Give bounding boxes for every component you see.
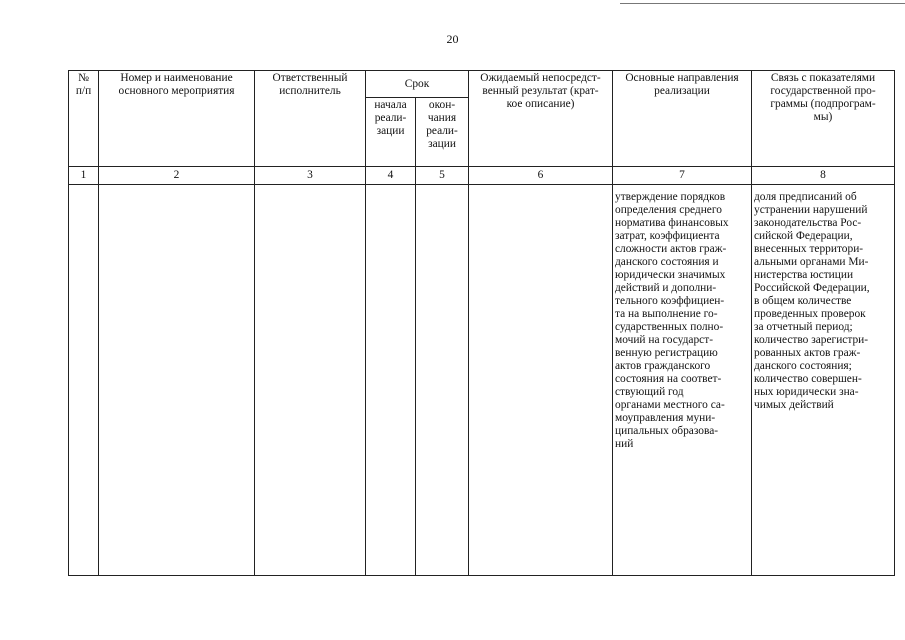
cell-indicators-text: доля предписаний об устранении нарушений законодательства Рос- сийской Федерации, внесенных территори- альными органами Ми- нистерства юстиции Российской Федерации, в общем количестве проведенных проверок за отчетный период; количество зарегистри- рованных актов граж- данского состояния; количество совершен- ных юридически зна- чимых действий	[754, 191, 870, 411]
header-term	[366, 71, 469, 98]
header-expected-result-text: Ожидаемый непосредст- венный результат (крат- кое описание)	[480, 72, 601, 110]
header-row-1	[69, 71, 895, 98]
header-executor-text: Ответственный исполнитель	[272, 72, 348, 97]
header-term-text: Срок	[404, 77, 430, 90]
column-number-3: 3	[255, 167, 366, 185]
column-number-8: 8	[752, 167, 895, 185]
column-number-5: 5	[416, 167, 469, 185]
cell-number	[69, 185, 99, 576]
header-term-end	[416, 98, 469, 167]
header-executor	[255, 71, 366, 167]
cell-term-start	[366, 185, 416, 576]
table-row	[69, 185, 895, 576]
top-rule	[620, 3, 905, 4]
header-term-start-text: начала реали- зации	[374, 99, 407, 137]
header-indicators	[752, 71, 895, 167]
cell-directions	[613, 185, 752, 576]
program-table	[68, 70, 895, 576]
header-directions-text: Основные направления реализации	[625, 72, 739, 97]
header-activity-text: Номер и наименование основного мероприятия	[118, 72, 235, 97]
column-number-1: 1	[69, 167, 99, 185]
header-activity	[99, 71, 255, 167]
column-number-2: 2	[99, 167, 255, 185]
header-term-end-text: окон- чания реали- зации	[426, 99, 458, 150]
cell-activity	[99, 185, 255, 576]
header-directions	[613, 71, 752, 167]
header-number-text: № п/п	[75, 72, 92, 97]
cell-directions-text: утверждение порядков определения среднего норматива финансовых затрат, коэффициента сложности актов граж- данского состояния и юридически значимых действий и дополни- тельного коэффициен- та на выполнение го- сударственных полно- мочий на государст- венную регистрацию актов гражданского состояния на соответ- ствующий год органами местного са- моуправления муни- ципальных образова- ний	[615, 191, 729, 450]
header-indicators-text: Связь с показателями государственной про- граммы (подпрограм- мы)	[770, 72, 876, 123]
cell-executor	[255, 185, 366, 576]
column-number-6: 6	[469, 167, 613, 185]
header-number	[69, 71, 99, 167]
header-term-start	[366, 98, 416, 167]
page-number: 20	[446, 32, 459, 46]
column-number-7: 7	[613, 167, 752, 185]
cell-term-end	[416, 185, 469, 576]
header-expected-result	[469, 71, 613, 167]
column-number-row	[69, 167, 895, 185]
cell-expected-result	[469, 185, 613, 576]
cell-indicators	[752, 185, 895, 576]
column-number-4: 4	[366, 167, 416, 185]
